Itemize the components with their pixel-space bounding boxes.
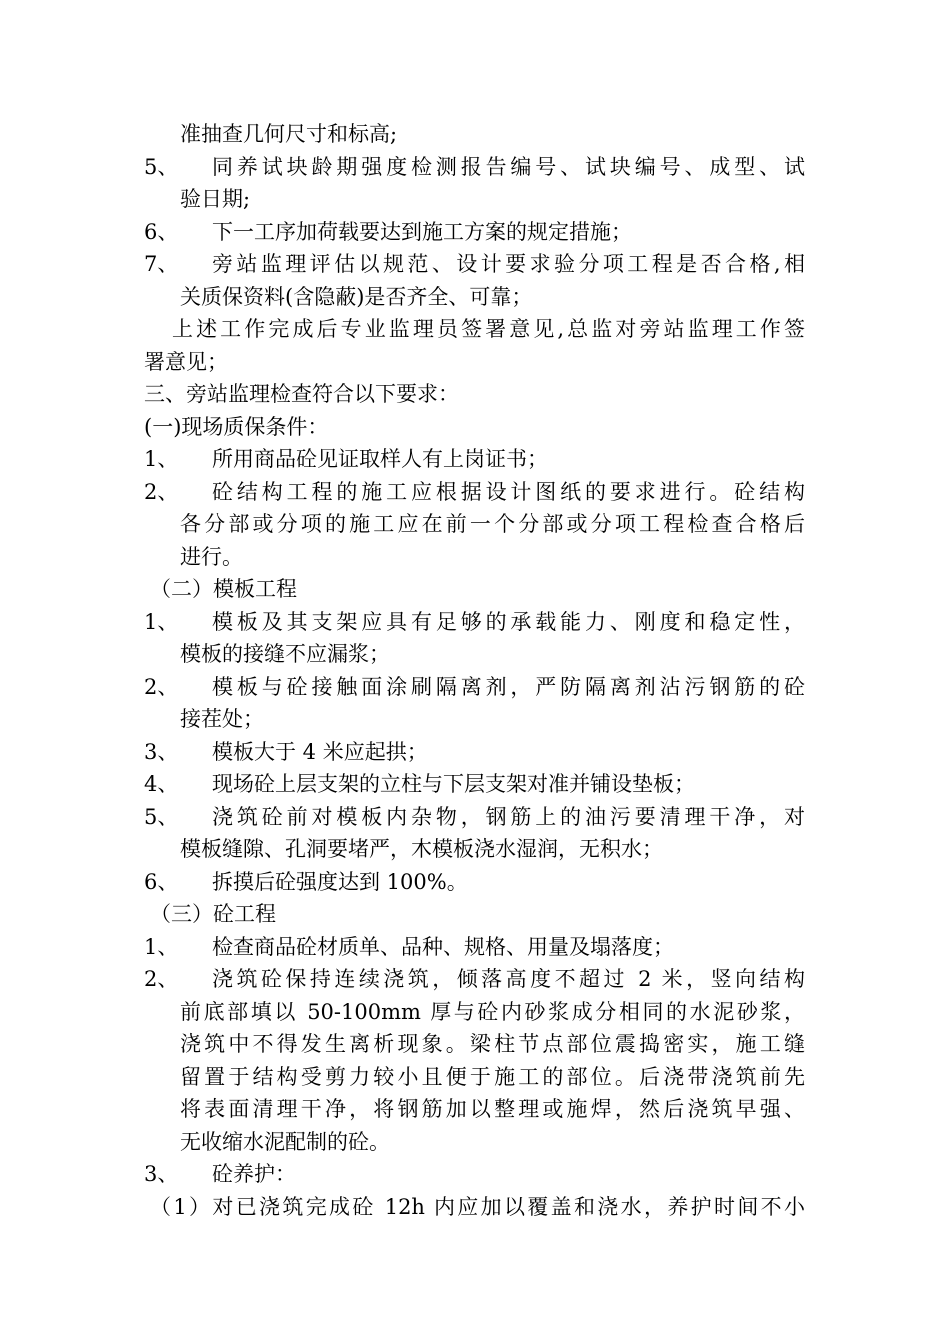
list-item-text: 模板大于 4 米应起拱；	[212, 739, 428, 764]
text-line	[0, 151, 950, 184]
text-line	[0, 606, 950, 639]
paragraph-text: 模板缝隙、孔洞要堵严，木模板浇水湿润，无积水；	[180, 837, 663, 861]
list-number: 2、	[144, 674, 179, 699]
paragraph-text: 署意见；	[144, 349, 228, 374]
text-line	[0, 313, 950, 346]
document-body	[0, 118, 950, 1223]
list-number: 1、	[144, 934, 179, 959]
paragraph-text: 模板的接缝不应漏浆；	[180, 642, 390, 666]
paragraph-text: （二）模板工程	[150, 577, 297, 601]
text-line	[0, 801, 950, 834]
paragraph-text: （三）砼工程	[150, 902, 276, 926]
text-line	[0, 118, 950, 151]
list-number: 3、	[144, 1162, 179, 1186]
list-number: 1、	[144, 609, 179, 634]
list-number: 7、	[144, 252, 179, 276]
list-number: 1、	[144, 447, 179, 471]
list-item-text: 检查商品砼材质单、品种、规格、用量及塌落度；	[212, 934, 674, 959]
list-item-text: 拆摸后砼强度达到 100%。	[212, 869, 468, 894]
list-item-text: 下一工序加荷载要达到施工方案的规定措施；	[212, 219, 632, 244]
paragraph-text: 前底部填以 50-100mm 厚与砼内砂浆成分相同的水泥砂浆，	[180, 999, 805, 1024]
list-item-text: 所用商品砼见证取样人有上岗证书；	[212, 447, 548, 471]
text-line	[0, 768, 950, 801]
text-line	[0, 346, 950, 379]
text-line	[0, 996, 950, 1029]
text-line	[0, 1028, 950, 1061]
paragraph-text: 准抽查几何尺寸和标高;	[180, 122, 398, 146]
list-number: 3、	[144, 739, 179, 764]
text-line	[0, 281, 950, 314]
text-line	[0, 1061, 950, 1094]
text-line	[0, 248, 950, 281]
text-line	[0, 411, 950, 444]
text-line	[0, 866, 950, 899]
text-line	[0, 963, 950, 996]
text-line	[0, 1126, 950, 1159]
list-number: 4、	[144, 772, 179, 796]
paragraph-text: 各分部或分项的施工应在前一个分部或分项工程检查合格后	[180, 512, 805, 536]
paragraph-text: （1）对已浇筑完成砼 12h 内应加以覆盖和浇水，养护时间不小	[150, 1194, 805, 1219]
list-item-text: 现场砼上层支架的立柱与下层支架对准并铺设垫板；	[212, 772, 695, 796]
text-line	[0, 1093, 950, 1126]
text-line	[0, 541, 950, 574]
paragraph-text: 将表面清理干净，将钢筋加以整理或施焊，然后浇筑早强、	[180, 1097, 805, 1121]
list-number: 6、	[144, 219, 179, 244]
text-line	[0, 508, 950, 541]
list-number: 6、	[144, 869, 179, 894]
list-item-text: 砼结构工程的施工应根据设计图纸的要求进行。砼结构	[212, 479, 805, 504]
paragraph-text: 上述工作完成后专业监理员签署意见,总监对旁站监理工作签	[172, 317, 805, 341]
list-number: 2、	[144, 479, 179, 504]
paragraph-text: 留置于结构受剪力较小且便于施工的部位。后浇带浇筑前先	[180, 1064, 805, 1089]
text-line	[0, 898, 950, 931]
text-line	[0, 216, 950, 249]
text-line	[0, 671, 950, 704]
list-item-text: 模板与砼接触面涂刷隔离剂，严防隔离剂沾污钢筋的砼	[212, 674, 805, 699]
text-line	[0, 638, 950, 671]
paragraph-text: 验日期;	[180, 187, 251, 211]
paragraph-text: 浇筑中不得发生离析现象。梁柱节点部位震捣密实，施工缝	[180, 1032, 805, 1056]
text-line	[0, 573, 950, 606]
text-line	[0, 703, 950, 736]
list-number: 5、	[144, 154, 179, 179]
text-line	[0, 1158, 950, 1191]
text-line	[0, 183, 950, 216]
paragraph-text: 关质保资料(含隐蔽)是否齐全、可靠；	[180, 284, 533, 309]
list-item-text: 同养试块龄期强度检测报告编号、试块编号、成型、试	[212, 154, 805, 179]
paragraph-text: 进行。	[180, 544, 243, 569]
list-number: 2、	[144, 967, 179, 991]
list-number: 5、	[144, 804, 179, 829]
text-line	[0, 931, 950, 964]
list-item-text: 砼养护：	[212, 1162, 296, 1186]
paragraph-text: 三、旁站监理检查符合以下要求：	[144, 382, 459, 406]
list-item-text: 浇筑砼前对模板内杂物，钢筋上的油污要清理干净，对	[212, 804, 805, 829]
text-line	[0, 476, 950, 509]
text-line	[0, 378, 950, 411]
paragraph-text: 接茬处；	[180, 707, 264, 731]
paragraph-text: 无收缩水泥配制的砼。	[180, 1129, 390, 1154]
text-line	[0, 833, 950, 866]
text-line	[0, 736, 950, 769]
list-item-text: 浇筑砼保持连续浇筑，倾落高度不超过 2 米，竖向结构	[212, 967, 805, 991]
list-item-text: 旁站监理评估以规范、设计要求验分项工程是否合格,相	[212, 252, 805, 276]
list-item-text: 模板及其支架应具有足够的承载能力、刚度和稳定性，	[212, 609, 805, 634]
text-line	[0, 443, 950, 476]
text-line	[0, 1191, 950, 1224]
paragraph-text: (一)现场质保条件：	[144, 414, 329, 439]
